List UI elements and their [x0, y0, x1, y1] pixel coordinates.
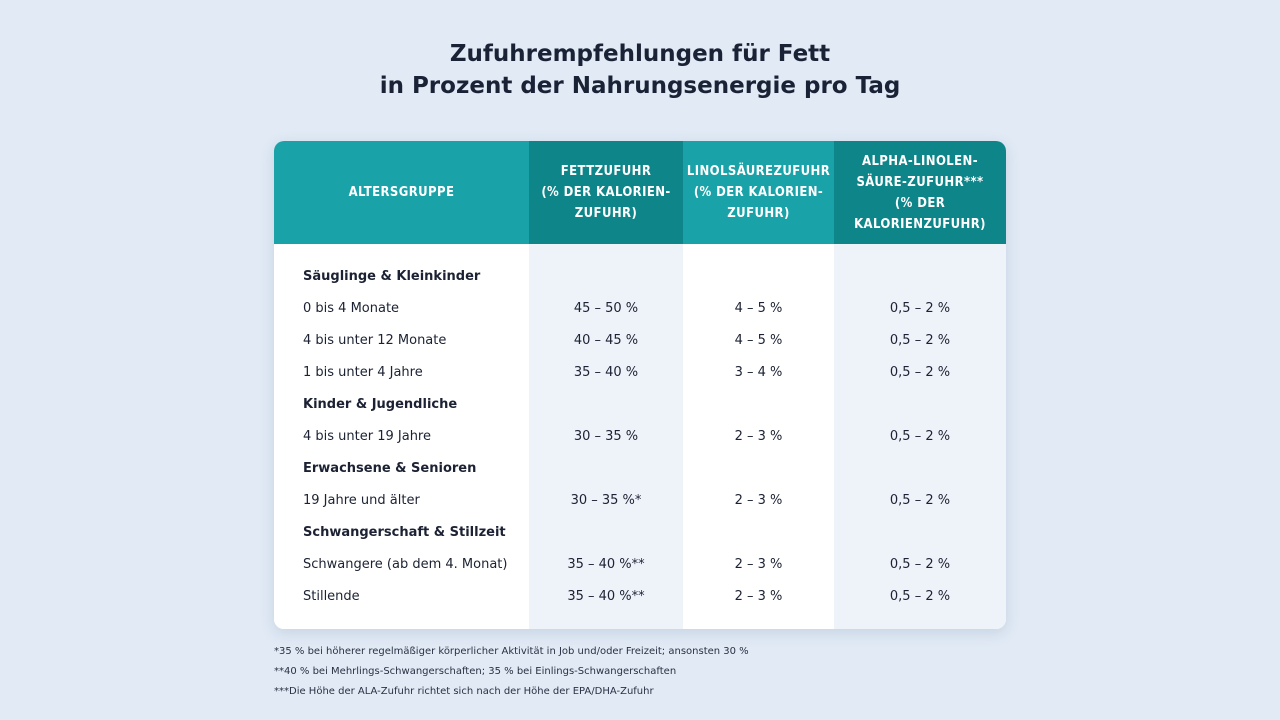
ala-value: 0,5 – 2 % — [889, 429, 951, 444]
group-label: Kinder & Jugendliche — [303, 397, 458, 412]
ala-value: 0,5 – 2 % — [889, 365, 951, 380]
table-row — [274, 549, 1006, 581]
table-row — [274, 485, 1006, 517]
page-title — [0, 38, 1280, 102]
ala-value: 0,5 – 2 % — [889, 493, 951, 508]
age-group-label: 0 bis 4 Monate — [303, 301, 400, 316]
age-group-label: 4 bis unter 19 Jahre — [303, 429, 431, 444]
linolsaeure-value: 4 – 5 % — [734, 333, 783, 348]
fettzufuhr-value: 35 – 40 %** — [567, 557, 645, 572]
header-altersgruppe: ALTERSGRUPPE — [274, 141, 529, 244]
title-line-2: in Prozent der Nahrungsenergie pro Tag — [379, 73, 901, 99]
linolsaeure-value: 4 – 5 % — [734, 301, 783, 316]
table-row — [274, 325, 1006, 357]
linolsaeure-value: 2 – 3 % — [734, 493, 783, 508]
footnote-3: ***Die Höhe der ALA-Zufuhr richtet sich nach der Höhe der EPA/DHA-Zufuhr — [274, 686, 654, 697]
header-fettzufuhr: FETTZUFUHR (% DER KALORIEN- ZUFUHR) — [529, 141, 683, 244]
ala-value: 0,5 – 2 % — [889, 301, 951, 316]
linolsaeure-value: 3 – 4 % — [734, 365, 783, 380]
table-row — [274, 421, 1006, 453]
linolsaeure-value: 2 – 3 % — [734, 429, 783, 444]
ala-value: 0,5 – 2 % — [889, 333, 951, 348]
linolsaeure-value: 2 – 3 % — [734, 557, 783, 572]
fettzufuhr-value: 40 – 45 % — [573, 333, 639, 348]
age-group-label: Schwangere (ab dem 4. Monat) — [303, 557, 508, 572]
fettzufuhr-value: 45 – 50 % — [573, 301, 639, 316]
age-group-label: Stillende — [303, 589, 360, 604]
fettzufuhr-value: 35 – 40 %** — [567, 589, 645, 604]
group-label: Schwangerschaft & Stillzeit — [303, 525, 506, 540]
table-row — [274, 581, 1006, 613]
fettzufuhr-value: 30 – 35 %* — [570, 493, 642, 508]
group-heading-row — [274, 517, 1006, 549]
footnotes — [274, 642, 749, 702]
recommendation-table — [274, 141, 1006, 629]
fettzufuhr-value: 30 – 35 % — [573, 429, 639, 444]
table-row — [274, 293, 1006, 325]
ala-value: 0,5 – 2 % — [889, 557, 951, 572]
header-alpha-linolensaeure-zufuhr: ALPHA-LINOLEN- SÄURE-ZUFUHR*** (% DER KALORIENZUFUHR) — [834, 141, 1006, 244]
linolsaeure-value: 2 – 3 % — [734, 589, 783, 604]
header-linolsaeurezufuhr: LINOLSÄUREZUFUHR (% DER KALORIEN- ZUFUHR) — [683, 141, 834, 244]
group-label: Säuglinge & Kleinkinder — [303, 269, 481, 284]
group-heading-row — [274, 453, 1006, 485]
footnote-1: *35 % bei höherer regelmäßiger körperlicher Aktivität in Job und/oder Freizeit; ansonsten 30 % — [274, 646, 749, 657]
table-row — [274, 357, 1006, 389]
ala-value: 0,5 – 2 % — [889, 589, 951, 604]
table-body — [274, 261, 1006, 613]
fettzufuhr-value: 35 – 40 % — [573, 365, 639, 380]
footnote-2: **40 % bei Mehrlings-Schwangerschaften; 35 % bei Einlings-Schwangerschaften — [274, 666, 677, 677]
table-header — [274, 141, 1006, 244]
title-line-1: Zufuhrempfehlungen für Fett — [449, 41, 831, 67]
age-group-label: 1 bis unter 4 Jahre — [303, 365, 423, 380]
group-heading-row — [274, 261, 1006, 293]
group-heading-row — [274, 389, 1006, 421]
age-group-label: 4 bis unter 12 Monate — [303, 333, 447, 348]
age-group-label: 19 Jahre und älter — [303, 493, 420, 508]
group-label: Erwachsene & Senioren — [303, 461, 477, 476]
